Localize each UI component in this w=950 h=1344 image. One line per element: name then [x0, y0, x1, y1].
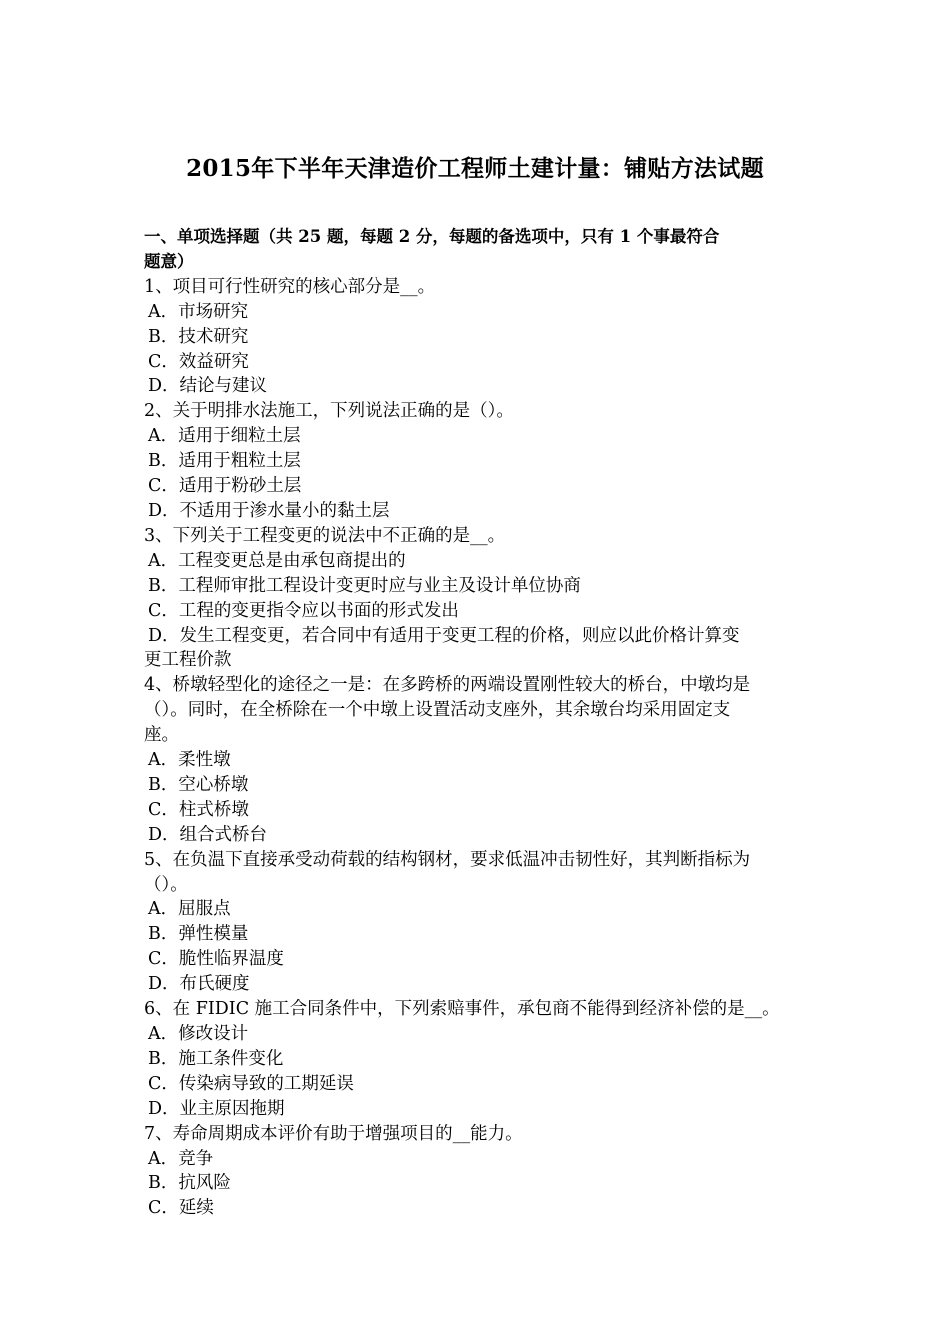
document-title: 2015年下半年天津造价工程师土建计量：铺贴方法试题 — [186, 155, 764, 182]
section-heading — [144, 225, 824, 275]
question-item — [144, 673, 824, 847]
answer-option: D．不适用于渗水量小的黏土层 — [148, 500, 390, 521]
question-item — [144, 524, 824, 673]
answer-option: D．结论与建议 — [148, 376, 268, 397]
answer-option: B．适用于粗粒土层 — [148, 451, 301, 472]
section-heading-line: 题意） — [144, 251, 194, 271]
question-item — [144, 275, 824, 400]
section-heading-line: 一、单项选择题（共 25 题，每题 2 分，每题的备选项中，只有 1 个事最符合 — [144, 227, 720, 246]
question-stem-line: （）。同时，在全桥除在一个中墩上设置活动支座外，其余墩台均采用固定支 — [144, 700, 731, 721]
answer-option: C．工程的变更指令应以书面的形式发出 — [148, 600, 459, 621]
document-body — [144, 225, 824, 1221]
answer-option: B．空心桥墩 — [148, 774, 249, 795]
answer-option: B．技术研究 — [148, 326, 249, 347]
question-item — [144, 848, 824, 997]
answer-option: A．竞争 — [148, 1148, 214, 1169]
answer-option: B．抗风险 — [148, 1173, 231, 1194]
answer-option: A．屈服点 — [148, 899, 231, 920]
question-stem-line: 4、桥墩轻型化的途径之一是：在多跨桥的两端设置刚性较大的桥台，中墩均是 — [144, 675, 751, 696]
answer-option: A．工程变更总是由承包商提出的 — [148, 550, 406, 571]
answer-option: D．业主原因拖期 — [148, 1098, 285, 1119]
answer-option: A．柔性墩 — [148, 750, 231, 771]
answer-option: C．延续 — [148, 1198, 214, 1219]
question-stem-line: 6、在 FIDIC 施工合同条件中，下列索赔事件，承包商不能得到经济补偿的是__。 — [144, 999, 780, 1020]
answer-option: B．弹性模量 — [148, 924, 249, 945]
question-list — [144, 275, 824, 1221]
question-stem-line: 2、关于明排水法施工，下列说法正确的是（）。 — [144, 401, 514, 422]
answer-option: C．效益研究 — [148, 351, 249, 372]
answer-option-continuation: 更工程价款 — [144, 650, 232, 671]
answer-option: A．适用于细粒土层 — [148, 426, 301, 447]
question-stem-line: 座。 — [144, 725, 179, 746]
answer-option: D．组合式桥台 — [148, 824, 268, 845]
answer-option: B．施工条件变化 — [148, 1048, 284, 1069]
question-item — [144, 399, 824, 524]
answer-option: B．工程师审批工程设计变更时应与业主及设计单位协商 — [148, 575, 581, 596]
question-stem-line: 1、项目可行性研究的核心部分是__。 — [144, 276, 436, 297]
question-stem-line: 5、在负温下直接承受动荷载的结构钢材，要求低温冲击韧性好，其判断指标为 — [144, 849, 751, 870]
question-stem-line: 3、下列关于工程变更的说法中不正确的是__。 — [144, 525, 506, 546]
question-stem-line: 7、寿命周期成本评价有助于增强项目的__能力。 — [144, 1123, 523, 1144]
answer-option: A．市场研究 — [148, 301, 249, 322]
answer-option: D．布氏硬度 — [148, 974, 250, 995]
answer-option: C．传染病导致的工期延误 — [148, 1073, 354, 1094]
question-stem-line: （）。 — [144, 874, 188, 895]
answer-option: A．修改设计 — [148, 1024, 249, 1044]
answer-option: C．脆性临界温度 — [148, 949, 284, 970]
answer-option: C．适用于粉砂土层 — [148, 476, 302, 497]
answer-option: D．发生工程变更，若合同中有适用于变更工程的价格，则应以此价格计算变 — [148, 625, 740, 646]
question-item — [144, 1122, 824, 1222]
answer-option: C．柱式桥墩 — [148, 799, 249, 820]
question-item — [144, 997, 824, 1122]
